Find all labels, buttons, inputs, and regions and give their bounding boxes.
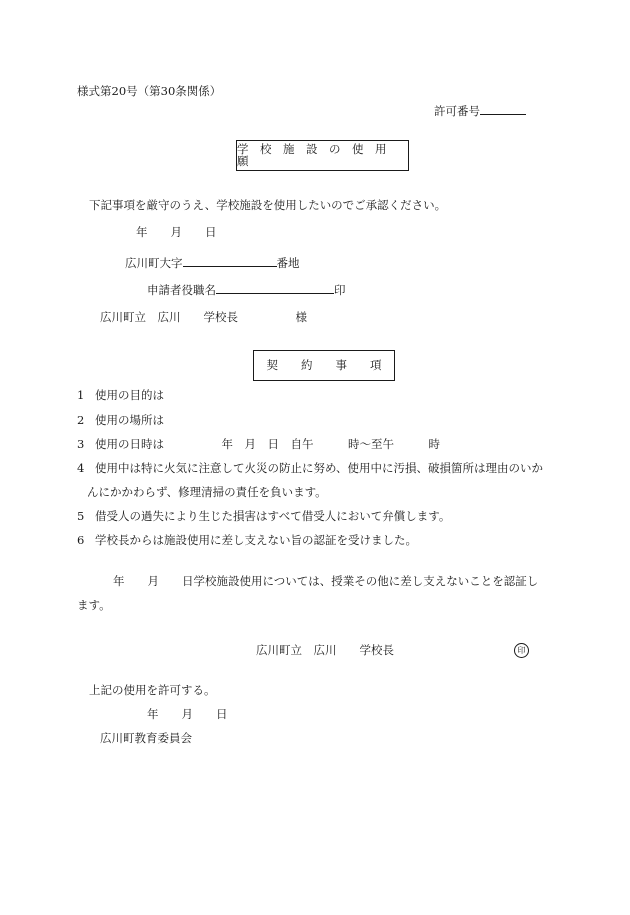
item-number: 3 (77, 437, 85, 451)
applicant-line (147, 283, 346, 297)
applicant-label: 申請者役職名 (147, 283, 216, 297)
section-title: 契 約 事 項 (266, 357, 382, 372)
seal-mark-icon: 印 (514, 643, 529, 658)
form-id: 様式第20号（第30条関係） (77, 84, 222, 98)
document-title: 学 校 施 設 の 使 用 願 (237, 142, 398, 168)
intro-text: 下記事項を厳守のうえ、学校施設を使用したいのでご承認ください。 (89, 198, 447, 212)
item-text: 使用の日時は 年 月 日 自午 時～至午 時 (95, 437, 440, 451)
address-suffix: 番地 (276, 256, 300, 270)
contract-item (77, 463, 543, 475)
applicant-seal: 印 (334, 283, 346, 297)
item-number: 2 (77, 413, 85, 427)
principal-line: 広川町立 広川 学校長 (256, 643, 394, 657)
application-date: 年 月 日 (136, 225, 217, 239)
address-blank (183, 256, 277, 267)
certification-line-2: ます。 (77, 598, 111, 612)
permit-number (434, 104, 526, 118)
item-text: 使用の目的は (95, 388, 164, 402)
permission-text: 上記の使用を許可する。 (89, 683, 216, 697)
item-number: 1 (77, 388, 85, 402)
board-name: 広川町教育委員会 (100, 731, 192, 745)
contract-item (77, 535, 417, 547)
contract-item (77, 439, 440, 451)
item-text: 使用中は特に火気に注意して火災の防止に努め、使用中に汚損、破損箇所は理由のいか (95, 461, 544, 475)
contract-item (77, 415, 164, 427)
item-text: 学校長からは施設使用に差し支えない旨の認証を受けました。 (95, 533, 417, 547)
permit-number-label: 許可番号 (434, 104, 480, 118)
applicant-blank (216, 283, 334, 294)
addressee: 広川町立 広川 学校長 様 (100, 310, 307, 324)
item-text: 使用の場所は (95, 413, 164, 427)
item-text: んにかかわらず、修理清掃の責任を負います。 (87, 485, 327, 499)
document-title-box (236, 140, 409, 171)
permission-date: 年 月 日 (147, 707, 228, 721)
contract-item (77, 511, 450, 523)
address-line (125, 256, 300, 270)
item-text: 借受人の過失により生じた損害はすべて借受人において弁償します。 (95, 509, 451, 523)
permit-number-blank (480, 104, 526, 115)
contract-item (77, 390, 164, 402)
item-number: 5 (77, 509, 85, 523)
item-number: 6 (77, 533, 85, 547)
address-prefix: 広川町大字 (125, 256, 183, 270)
section-title-box (253, 350, 395, 381)
contract-item-continuation (77, 487, 327, 499)
certification-line-1: 年 月 日学校施設使用については、授業その他に差し支えないことを認証し (113, 574, 539, 588)
item-number: 4 (77, 461, 85, 475)
